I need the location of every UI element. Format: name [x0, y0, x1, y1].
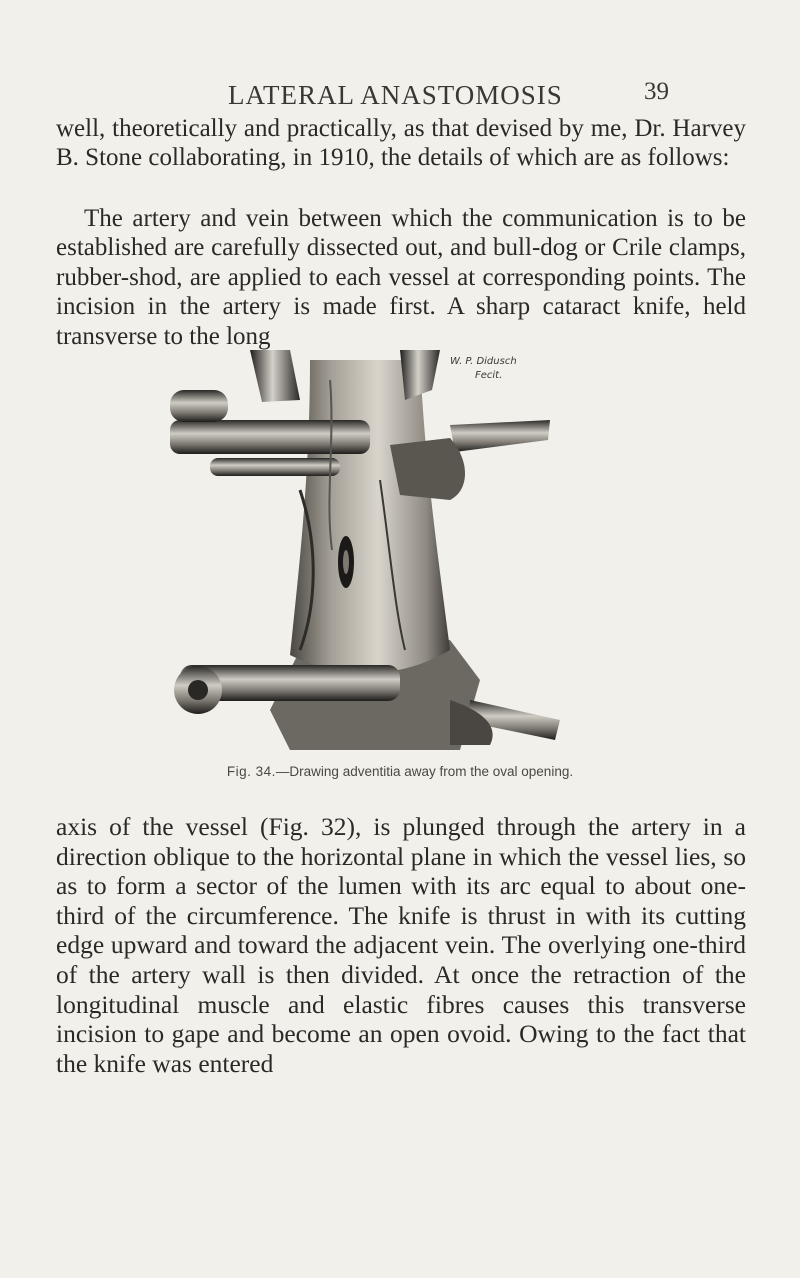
figure-caption	[0, 764, 800, 779]
running-head-title: LATERAL ANASTOMOSIS	[228, 80, 563, 110]
figure-label: Fig. 34.	[226, 764, 276, 779]
paragraph-2: The artery and vein between which the communication is to be established are carefully dissected out, and bull-dog or Crile clamps, rubber-shod, are applied to each vessel at corresponding points. The incision in the artery is made first. A sharp cataract knife, held transverse to the long	[56, 205, 746, 350]
upper-clamp-handle	[170, 390, 228, 422]
page-number: 39	[644, 78, 669, 105]
vessel-clamp-drawing	[150, 350, 570, 750]
upper-clamp-bar	[170, 420, 370, 454]
paragraph-1: well, theoretically and practically, as that devised by me, Dr. Harvey B. Stone collaborating, in 1910, the details of which are as follows:	[56, 115, 746, 172]
paragraph-3: axis of the vessel (Fig. 32), is plunged through the artery in a direction oblique to the horizontal plane in which the vessel lies, so as to form a sector of the lumen with its arc equal to about one-third of the circumference. The knife is thrust in with its cutting edge upward and toward the adjacent vein. The overlying one-third of the artery wall is then divided. At once the retraction of the longitudinal muscle and elastic fibres causes this transverse incision to gape and become an open ovoid. Owing to the fact that the knife was entered	[56, 812, 746, 1078]
running-head	[0, 74, 800, 114]
anatomical-illustration	[150, 350, 570, 750]
svg-text:W. P. Didusch: W. P. Didusch	[450, 356, 517, 367]
svg-text:Fecit.: Fecit.	[475, 370, 503, 381]
figure-caption-text: —Drawing adventitia away from the oval opening.	[275, 764, 574, 779]
